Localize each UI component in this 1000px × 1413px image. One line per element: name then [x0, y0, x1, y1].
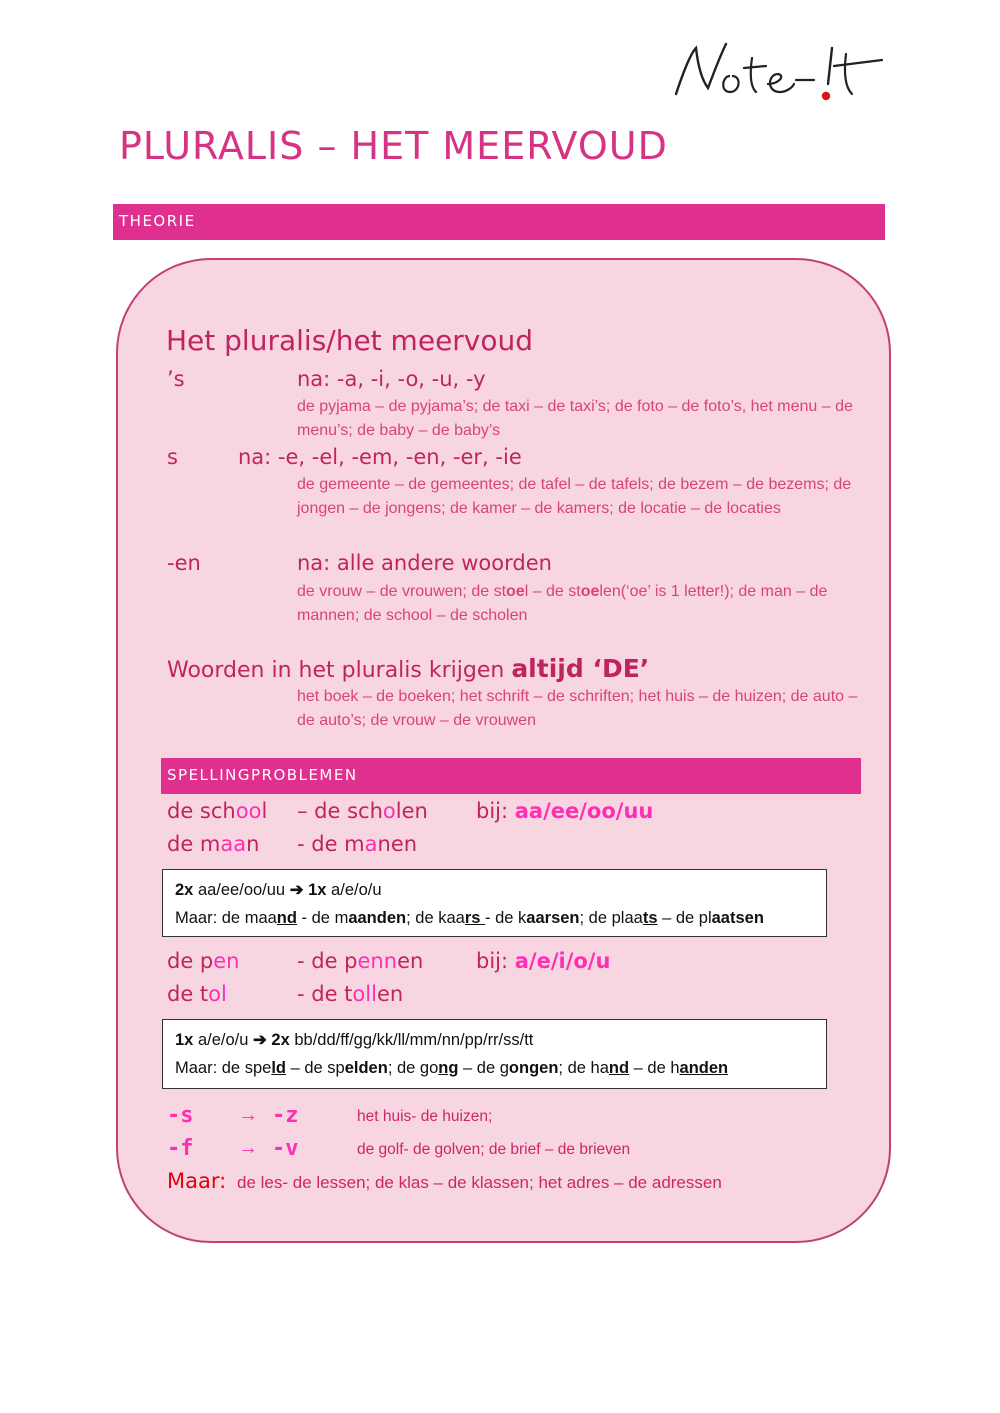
de-rule-heading: Woorden in het pluralis krijgen altijd ‘DE’ — [167, 654, 650, 683]
rule-example-apostrophe-s: de pyjama – de pyjama’s; de taxi – de taxi’s; de foto – de foto’s, het menu – de menu’s; de baby – de baby’s — [297, 398, 853, 439]
spelling-tol-plural: - de tollen — [297, 982, 404, 1006]
note-it-logo — [668, 36, 898, 108]
spelling-maan-plural: - de manen — [297, 832, 418, 856]
rule-s-to: -z — [272, 1103, 299, 1128]
rule-f-arrow: → — [238, 1137, 258, 1159]
spelling-school-singular: de school — [167, 799, 268, 823]
rule-box-short-vowels-line1: 1x a/e/o/u ➔ 2x bb/dd/ff/gg/kk/ll/mm/nn/pp/rr/ss/tt — [175, 1031, 534, 1049]
maar-example: de les- de lessen; de klas – de klassen; het adres – de adressen — [237, 1173, 722, 1192]
spelling-pen-plural: - de pennen — [297, 949, 424, 973]
section-band-theorie: THEORIE — [113, 204, 885, 240]
rule-text-s: na: -e, -el, -em, -en, -er, -ie — [238, 445, 522, 469]
rule-text-apostrophe-s: na: -a, -i, -o, -u, -y — [297, 367, 486, 391]
rule-box-long-vowels-line2: Maar: de maand - de maanden; de kaars - de kaarsen; de plaats – de plaatsen — [175, 909, 764, 927]
spelling-tol-singular: de tol — [167, 982, 227, 1006]
rule-text-en: na: alle andere woorden — [297, 551, 552, 575]
maar-label: Maar: — [167, 1169, 227, 1193]
rule-f-to: -v — [272, 1136, 299, 1161]
rule-s-arrow: → — [238, 1104, 258, 1126]
rule-example-s: de gemeente – de gemeentes; de tafel – de tafels; de bezem – de bezems; de jongen – de jongens; de kamer – de kamers; de locatie – de locaties — [297, 476, 852, 517]
de-rule-example: het boek – de boeken; het schrift – de schriften; het huis – de huizen; de auto – de auto’s; de vrouw – de vrouwen — [297, 688, 858, 729]
rule-s-example: het huis- de huizen; — [357, 1108, 493, 1125]
spelling-bij-long-vowels: bij: aa/ee/oo/uu — [476, 799, 654, 823]
spelling-bij-short-vowels: bij: a/e/i/o/u — [476, 949, 611, 973]
rule-box-short-vowels — [162, 1019, 827, 1089]
rule-box-long-vowels-line1: 2x aa/ee/oo/uu ➔ 1x a/e/o/u — [175, 881, 382, 899]
rule-label-en: -en — [167, 551, 201, 575]
rule-box-long-vowels — [162, 869, 827, 937]
spelling-school-plural: – de scholen — [297, 799, 428, 823]
rule-s-from: -s — [167, 1103, 194, 1128]
de-rule-emphasis: altijd ‘DE’ — [511, 654, 650, 683]
rule-f-from: -f — [167, 1136, 194, 1161]
rule-label-s: s — [167, 445, 178, 469]
section-band-spellingproblemen: SPELLINGPROBLEMEN — [161, 758, 861, 794]
rule-label-apostrophe-s: ’s — [167, 367, 185, 391]
theory-heading: Het pluralis/het meervoud — [166, 324, 534, 357]
spelling-maan-singular: de maan — [167, 832, 260, 856]
spelling-pen-singular: de pen — [167, 949, 240, 973]
rule-f-example: de golf- de golven; de brief – de brieven — [357, 1141, 631, 1158]
rule-example-en: de vrouw – de vrouwen; de stoel – de stoelen(‘oe’ is 1 letter!); de man – de mannen; de school – de scholen — [297, 583, 828, 624]
page-title: PLURALIS – HET MEERVOUD — [119, 124, 668, 168]
rule-box-short-vowels-line2: Maar: de speld – de spelden; de gong – de gongen; de hand – de handen — [175, 1059, 729, 1077]
